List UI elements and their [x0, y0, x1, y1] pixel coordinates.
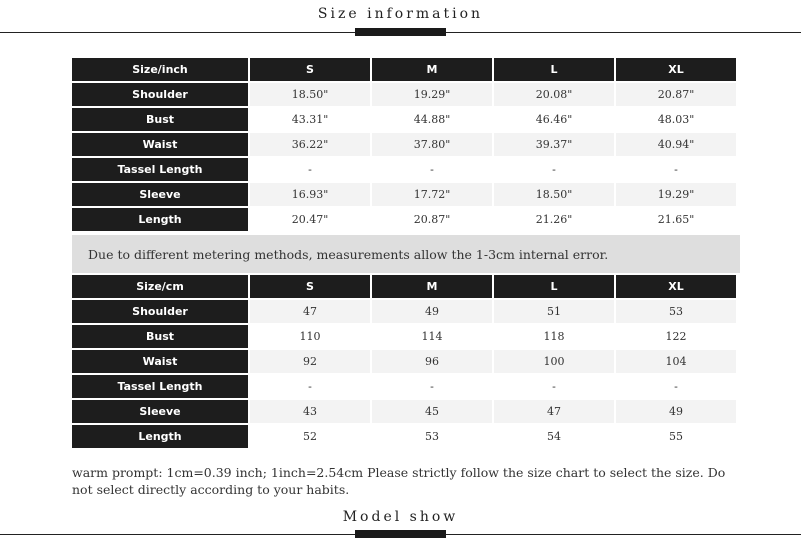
table-cell: 18.50" [494, 183, 614, 206]
header-cell: M [372, 275, 492, 298]
table-row [72, 400, 736, 423]
size-information-title: Size information [317, 6, 484, 22]
table-row [72, 108, 736, 131]
table-row [72, 133, 736, 156]
table-cell: - [372, 375, 492, 398]
table-cell: 16.93" [250, 183, 370, 206]
table-cell: 39.37" [494, 133, 614, 156]
table-cell: 47 [250, 300, 370, 323]
header-cell: S [250, 275, 370, 298]
table-cell: 20.08" [494, 83, 614, 106]
row-label: Shoulder [72, 83, 248, 106]
table-cell: 100 [494, 350, 614, 373]
header-cell: S [250, 58, 370, 81]
row-label: Tassel Length [72, 375, 248, 398]
table-cell: 44.88" [372, 108, 492, 131]
table-cell: 118 [494, 325, 614, 348]
table-cell: 53 [616, 300, 736, 323]
table-cell: 53 [372, 425, 492, 448]
table-cell: 55 [616, 425, 736, 448]
row-label: Length [72, 425, 248, 448]
measurement-notice: Due to different metering methods, measurements allow the 1-3cm internal error. [72, 235, 740, 273]
table-cell: 37.80" [372, 133, 492, 156]
table-row [72, 208, 736, 231]
header-cell: XL [616, 58, 736, 81]
table-cell: 47 [494, 400, 614, 423]
table-cell: 40.94" [616, 133, 736, 156]
table-cell: 18.50" [250, 83, 370, 106]
table-row [72, 375, 736, 398]
table-cell: 36.22" [250, 133, 370, 156]
table-row [72, 350, 736, 373]
table-cell: 21.26" [494, 208, 614, 231]
header-cell: Size/cm [72, 275, 248, 298]
table-cell: 21.65" [616, 208, 736, 231]
table-cell: 49 [616, 400, 736, 423]
table-row [72, 158, 736, 181]
table-cell: - [616, 158, 736, 181]
table-cell: - [250, 375, 370, 398]
table-cell: - [494, 158, 614, 181]
header-cell: M [372, 58, 492, 81]
table-cell: 49 [372, 300, 492, 323]
table-cell: 52 [250, 425, 370, 448]
table-cell: 46.46" [494, 108, 614, 131]
table-cell: 20.87" [372, 208, 492, 231]
table-cell: 19.29" [372, 83, 492, 106]
table-cell: 17.72" [372, 183, 492, 206]
table-cell: 104 [616, 350, 736, 373]
header-cell: XL [616, 275, 736, 298]
table-row [72, 183, 736, 206]
header-cell: L [494, 275, 614, 298]
table-cell: 51 [494, 300, 614, 323]
table-cell: 43.31" [250, 108, 370, 131]
table-header-row [72, 58, 736, 81]
row-label: Sleeve [72, 400, 248, 423]
table-row [72, 325, 736, 348]
cm-size-table [70, 273, 738, 450]
row-label: Waist [72, 350, 248, 373]
header-cell: Size/inch [72, 58, 248, 81]
table-row [72, 83, 736, 106]
title-accent-bar [355, 28, 446, 36]
table-cell: 20.47" [250, 208, 370, 231]
table-cell: - [250, 158, 370, 181]
table-cell: 45 [372, 400, 492, 423]
table-cell: - [494, 375, 614, 398]
table-cell: 19.29" [616, 183, 736, 206]
table-cell: 54 [494, 425, 614, 448]
row-label: Tassel Length [72, 158, 248, 181]
model-show-title: Model show [342, 509, 459, 525]
table-cell: 96 [372, 350, 492, 373]
row-label: Shoulder [72, 300, 248, 323]
inch-size-table [70, 56, 738, 233]
row-label: Length [72, 208, 248, 231]
table-cell: - [616, 375, 736, 398]
table-cell: 122 [616, 325, 736, 348]
table-cell: 110 [250, 325, 370, 348]
table-cell: 48.03" [616, 108, 736, 131]
table-cell: 43 [250, 400, 370, 423]
row-label: Bust [72, 108, 248, 131]
table-cell: 114 [372, 325, 492, 348]
table-header-row [72, 275, 736, 298]
row-label: Bust [72, 325, 248, 348]
table-cell: 20.87" [616, 83, 736, 106]
row-label: Waist [72, 133, 248, 156]
table-cell: - [372, 158, 492, 181]
warm-prompt-text: warm prompt: 1cm=0.39 inch; 1inch=2.54cm Please strictly follow the size chart to select the size. Do not select directly according to your habits. [72, 465, 726, 497]
header-cell: L [494, 58, 614, 81]
table-row [72, 425, 736, 448]
model-accent-bar [355, 530, 446, 538]
table-cell: 92 [250, 350, 370, 373]
table-row [72, 300, 736, 323]
row-label: Sleeve [72, 183, 248, 206]
